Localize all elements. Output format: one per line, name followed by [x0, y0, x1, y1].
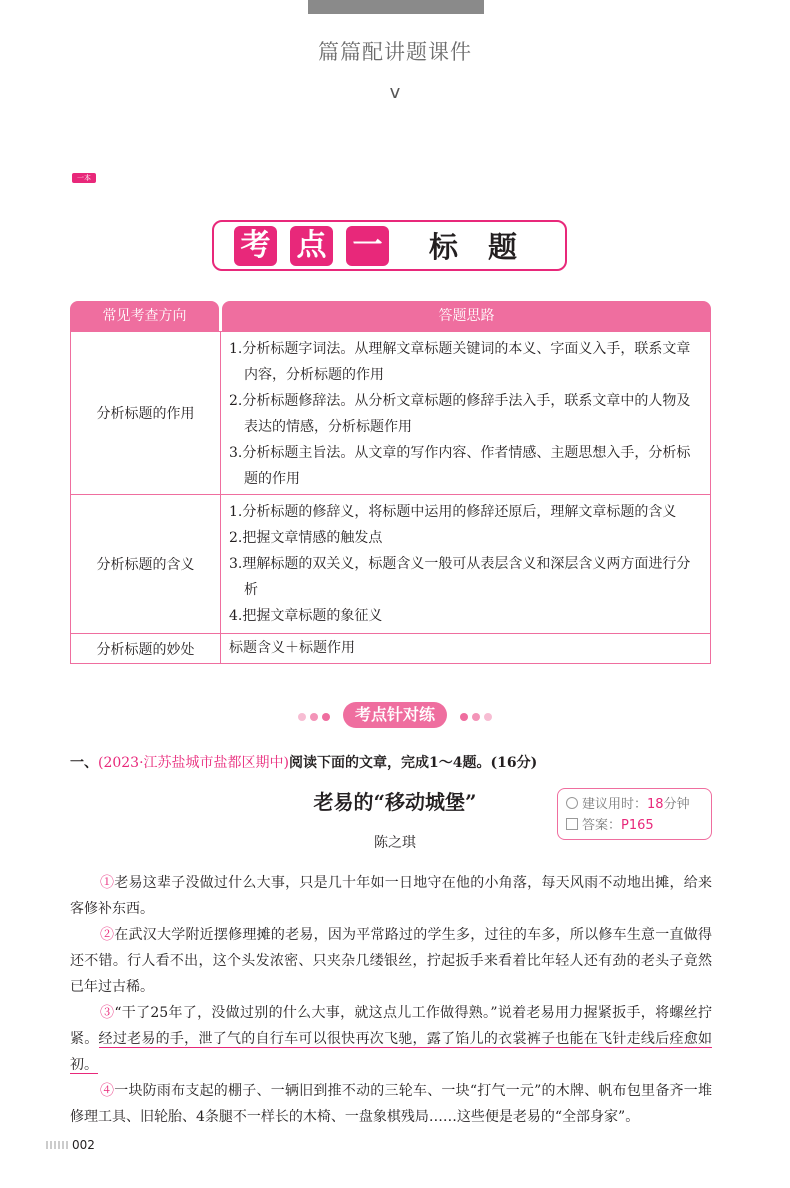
table-header-direction: 常见考查方向	[70, 301, 219, 331]
question-prefix: 一、	[70, 755, 98, 771]
section-banner	[212, 220, 567, 271]
paragraph	[70, 1078, 712, 1130]
clock-icon	[566, 797, 578, 809]
approach-item: 1.分析标题的修辞义，将标题中运用的修辞还原后，理解文章标题的含义	[229, 504, 677, 520]
practice-divider	[0, 702, 790, 728]
paragraph-text: 在武汉大学附近摆修理摊的老易，因为平常路过的学生多，过往的车多，所以修车生意一直做得还不错。行人看不出，这个头发浓密、只夹杂几缕银丝，拧起扳手来看着比年轻人还有劲的老头子竟然已年过古稀。	[70, 927, 713, 995]
approach-item: 2.分析标题修辞法。从分析文章标题的修辞手法入手，联系文章中的人物及表达的情感，分析标题作用	[229, 393, 691, 435]
time-label: 建议用时：	[582, 797, 648, 812]
decor-dots	[296, 706, 332, 725]
decor-grid	[46, 1141, 68, 1149]
direction-cell: 分析标题的作用	[71, 332, 221, 494]
courseware-title: 篇篇配讲题课件	[318, 40, 472, 64]
answer-page-link[interactable]: P165	[621, 818, 654, 833]
article-author: 陈之琪	[374, 835, 416, 851]
info-box	[557, 788, 712, 840]
banner-topic: 标题	[429, 230, 548, 264]
paragraph-text: 一块防雨布支起的棚子、一辆旧到推不动的三轮车、一块“打气一元”的木牌、帆布包里备齐一堆修理工具、旧轮胎、4条腿不一样长的木椅、一盘象棋残局……这些便是老易的“全部身家”。	[70, 1083, 713, 1125]
question-source: (2023·江苏盐城市盐都区期中)	[98, 755, 290, 771]
approach-item: 3.分析标题主旨法。从文章的写作内容、作者情感、主题思想入手，分析标题的作用	[229, 445, 691, 487]
paragraph-number: ②	[100, 927, 115, 943]
header-title-fragment	[308, 0, 484, 14]
time-unit: 分钟	[663, 797, 690, 812]
table-row	[71, 633, 710, 663]
decor-dots	[458, 706, 494, 725]
time-value: 18	[647, 797, 664, 812]
paragraph-text: “干了25年了，没做过别的什么大事，就这点儿工作做得熟。”说着老易用力握紧扳手，将螺丝拧紧。	[70, 1005, 712, 1047]
paragraph-text: 老易这辈子没做过什么大事，只是几十年如一日地守在他的小角落，每天风雨不动地出摊，给来客修补东西。	[70, 875, 713, 917]
article-title: 老易的“移动城堡”	[313, 790, 477, 814]
method-table	[70, 301, 711, 664]
document-icon	[566, 818, 578, 830]
page-number-text: 002	[72, 1138, 95, 1152]
direction-cell: 分析标题的含义	[71, 495, 221, 633]
question-heading	[70, 752, 537, 772]
underlined-sentence: 经过老易的手，泄了气的自行车可以很快再次飞驰，露了馅儿的衣裳裤子也能在飞针走线后痊愈如初。	[70, 1031, 712, 1073]
table-row	[71, 494, 710, 633]
approach-item: 标题含义＋标题作用	[229, 640, 355, 656]
mini-tag: 一本	[72, 173, 96, 183]
banner-chip: 考	[234, 226, 277, 266]
paragraph-number: ①	[100, 875, 115, 891]
table-header-approach: 答题思路	[222, 301, 711, 331]
paragraph-number: ③	[100, 1005, 115, 1021]
direction-cell: 分析标题的妙处	[71, 634, 221, 663]
article-body	[70, 870, 712, 1130]
approach-item: 2.把握文章情感的触发点	[229, 530, 383, 546]
question-instruction: 阅读下面的文章，完成1～4题。(16分)	[289, 755, 538, 771]
banner-chip: 一	[346, 226, 389, 266]
paragraph	[70, 922, 712, 1000]
paragraph-number: ④	[100, 1083, 115, 1099]
chevron-down-icon[interactable]: v	[389, 82, 401, 103]
paragraph	[70, 870, 712, 922]
approach-item: 1.分析标题字词法。从理解文章标题关键词的本义、字面义入手，联系文章内容，分析标题的作用	[229, 341, 691, 383]
paragraph	[70, 1000, 712, 1078]
approach-item: 3.理解标题的双关义，标题含义一般可从表层含义和深层含义两方面进行分析	[229, 556, 691, 598]
answer-label: 答案：	[582, 818, 622, 833]
page-number	[46, 1138, 95, 1152]
table-row	[71, 331, 710, 494]
banner-chip: 点	[290, 226, 333, 266]
practice-label: 考点针对练	[343, 702, 447, 728]
approach-item: 4.把握文章标题的象征义	[229, 608, 383, 624]
